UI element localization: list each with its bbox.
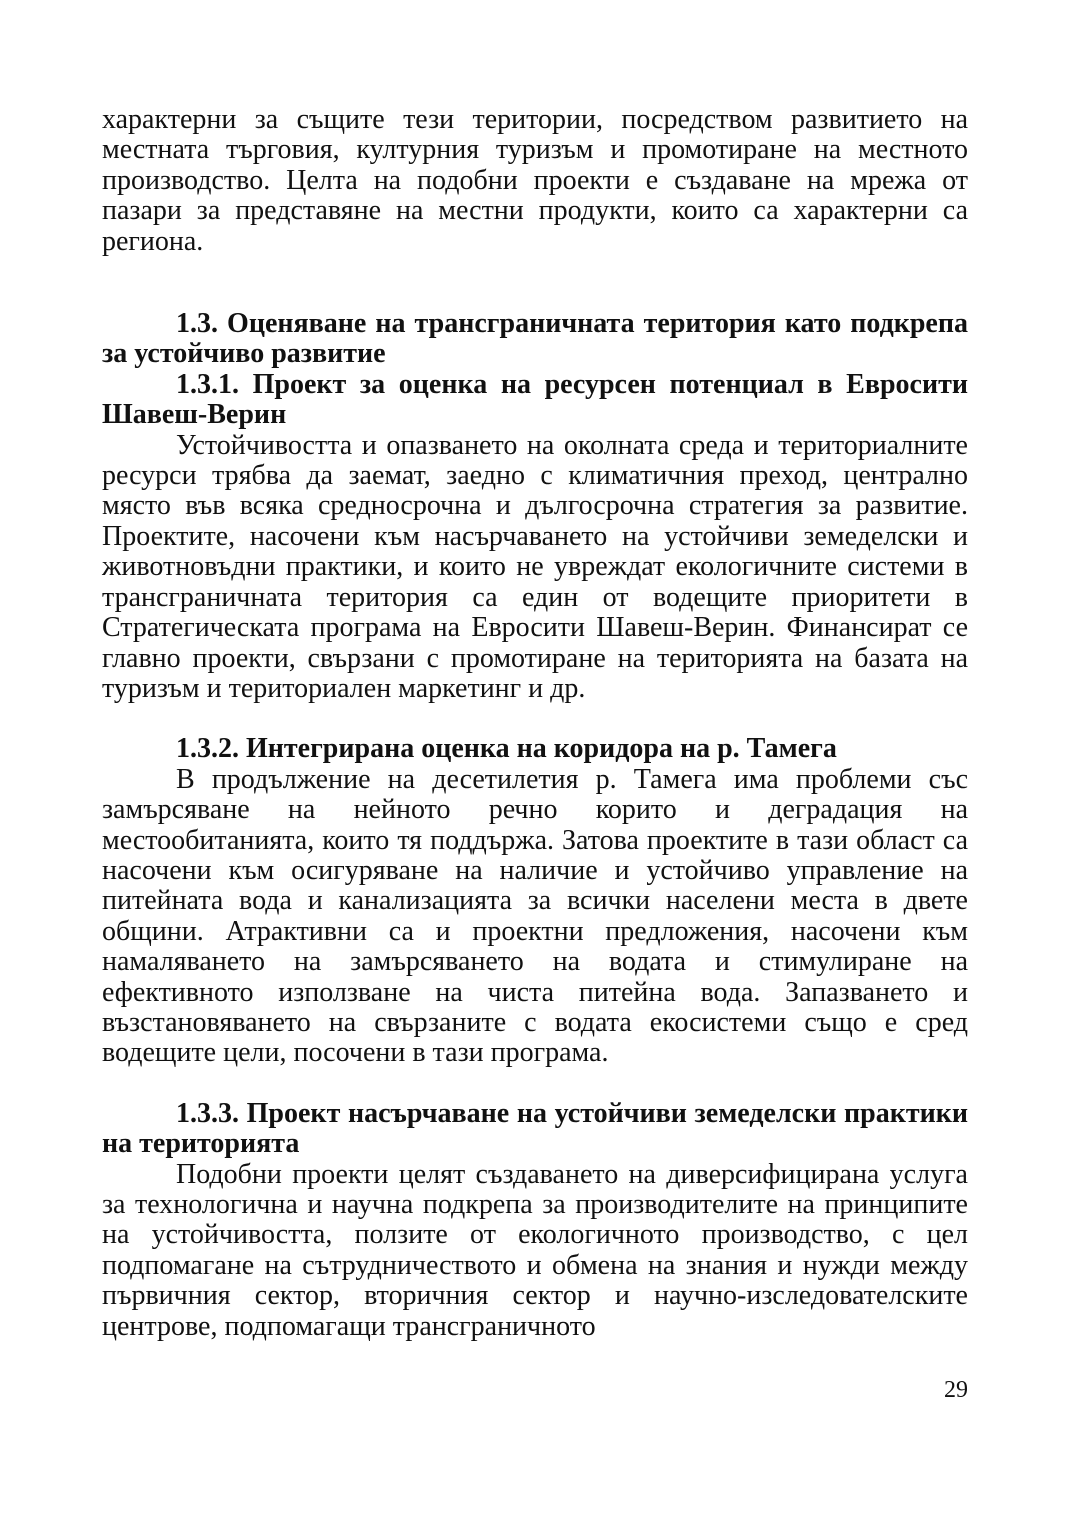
section-heading-1-3: 1.3. Оценяване на трансграничната територия като подкрепа за устойчиво развитие	[102, 308, 968, 370]
section-body-1-3-1: Устойчивостта и опазването на околната среда и териториалните ресурси трябва да заемат, заедно с климатичния преход, централно място във всяка средносрочна и дългосрочна стратегия за развитие. Проектите, насочени към насърчаването на устойчиви земеделски и животновъдни практики, и които не увреждат екологичните системи в трансграничната територия са един от водещите приоритети в Стратегическата програма на Евросити Шавеш-Верин. Финансират се главно проекти, свързани с промотиране на територията на базата на туризъм и териториален маркетинг и др.	[102, 429, 968, 704]
spacer	[102, 704, 968, 734]
spacer	[102, 257, 968, 309]
page-number: 29	[944, 1377, 968, 1403]
section-body-1-3-2: В продължение на десетилетия р. Тамега има проблеми със замърсяване на нейното речно корито и деградация на местообитанията, които тя поддържа. Затова проектите в тази област са насочени към осигуряване на наличие и устойчиво управление на питейната вода и канализацията за всички населени места в двете общини. Атрактивни са и проектни предложения, насочени към намаляването на замърсяването на водата и стимулиране на ефективното използване на чиста питейна вода. Запазването и възстановяването на свързаните с водата екосистеми също е сред водещите цели, посочени в тази програма.	[102, 763, 968, 1069]
section-heading-1-3-1: 1.3.1. Проект за оценка на ресурсен потенциал в Евросити Шавеш-Верин	[102, 368, 968, 431]
section-heading-1-3-2: 1.3.2. Интегрирана оценка на коридора на р. Тамега	[176, 733, 837, 765]
section-heading-1-3-3: 1.3.3. Проект насърчаване на устойчиви земеделски практики на територията	[102, 1097, 968, 1160]
document-page	[102, 105, 968, 1342]
section-body-1-3-3: Подобни проекти целят създаването на диверсифицирана услуга за технологична и научна подкрепа за производителите на принципите на устойчивостта, ползите от екологичното производство, с цел подпомагане на сътрудничеството и обмена на знания и нужди между първичния сектор, вторичния сектор и научно-изследователските центрове, подпомагащи трансграничното	[102, 1158, 968, 1342]
intro-paragraph: характерни за същите тези територии, посредством развитието на местната търговия, културния туризъм и промотиране на местното производство. Целта на подобни проекти е създаване на мрежа от пазари за представяне на местни продукти, които са характерни са региона.	[102, 104, 968, 257]
spacer	[102, 1069, 968, 1099]
